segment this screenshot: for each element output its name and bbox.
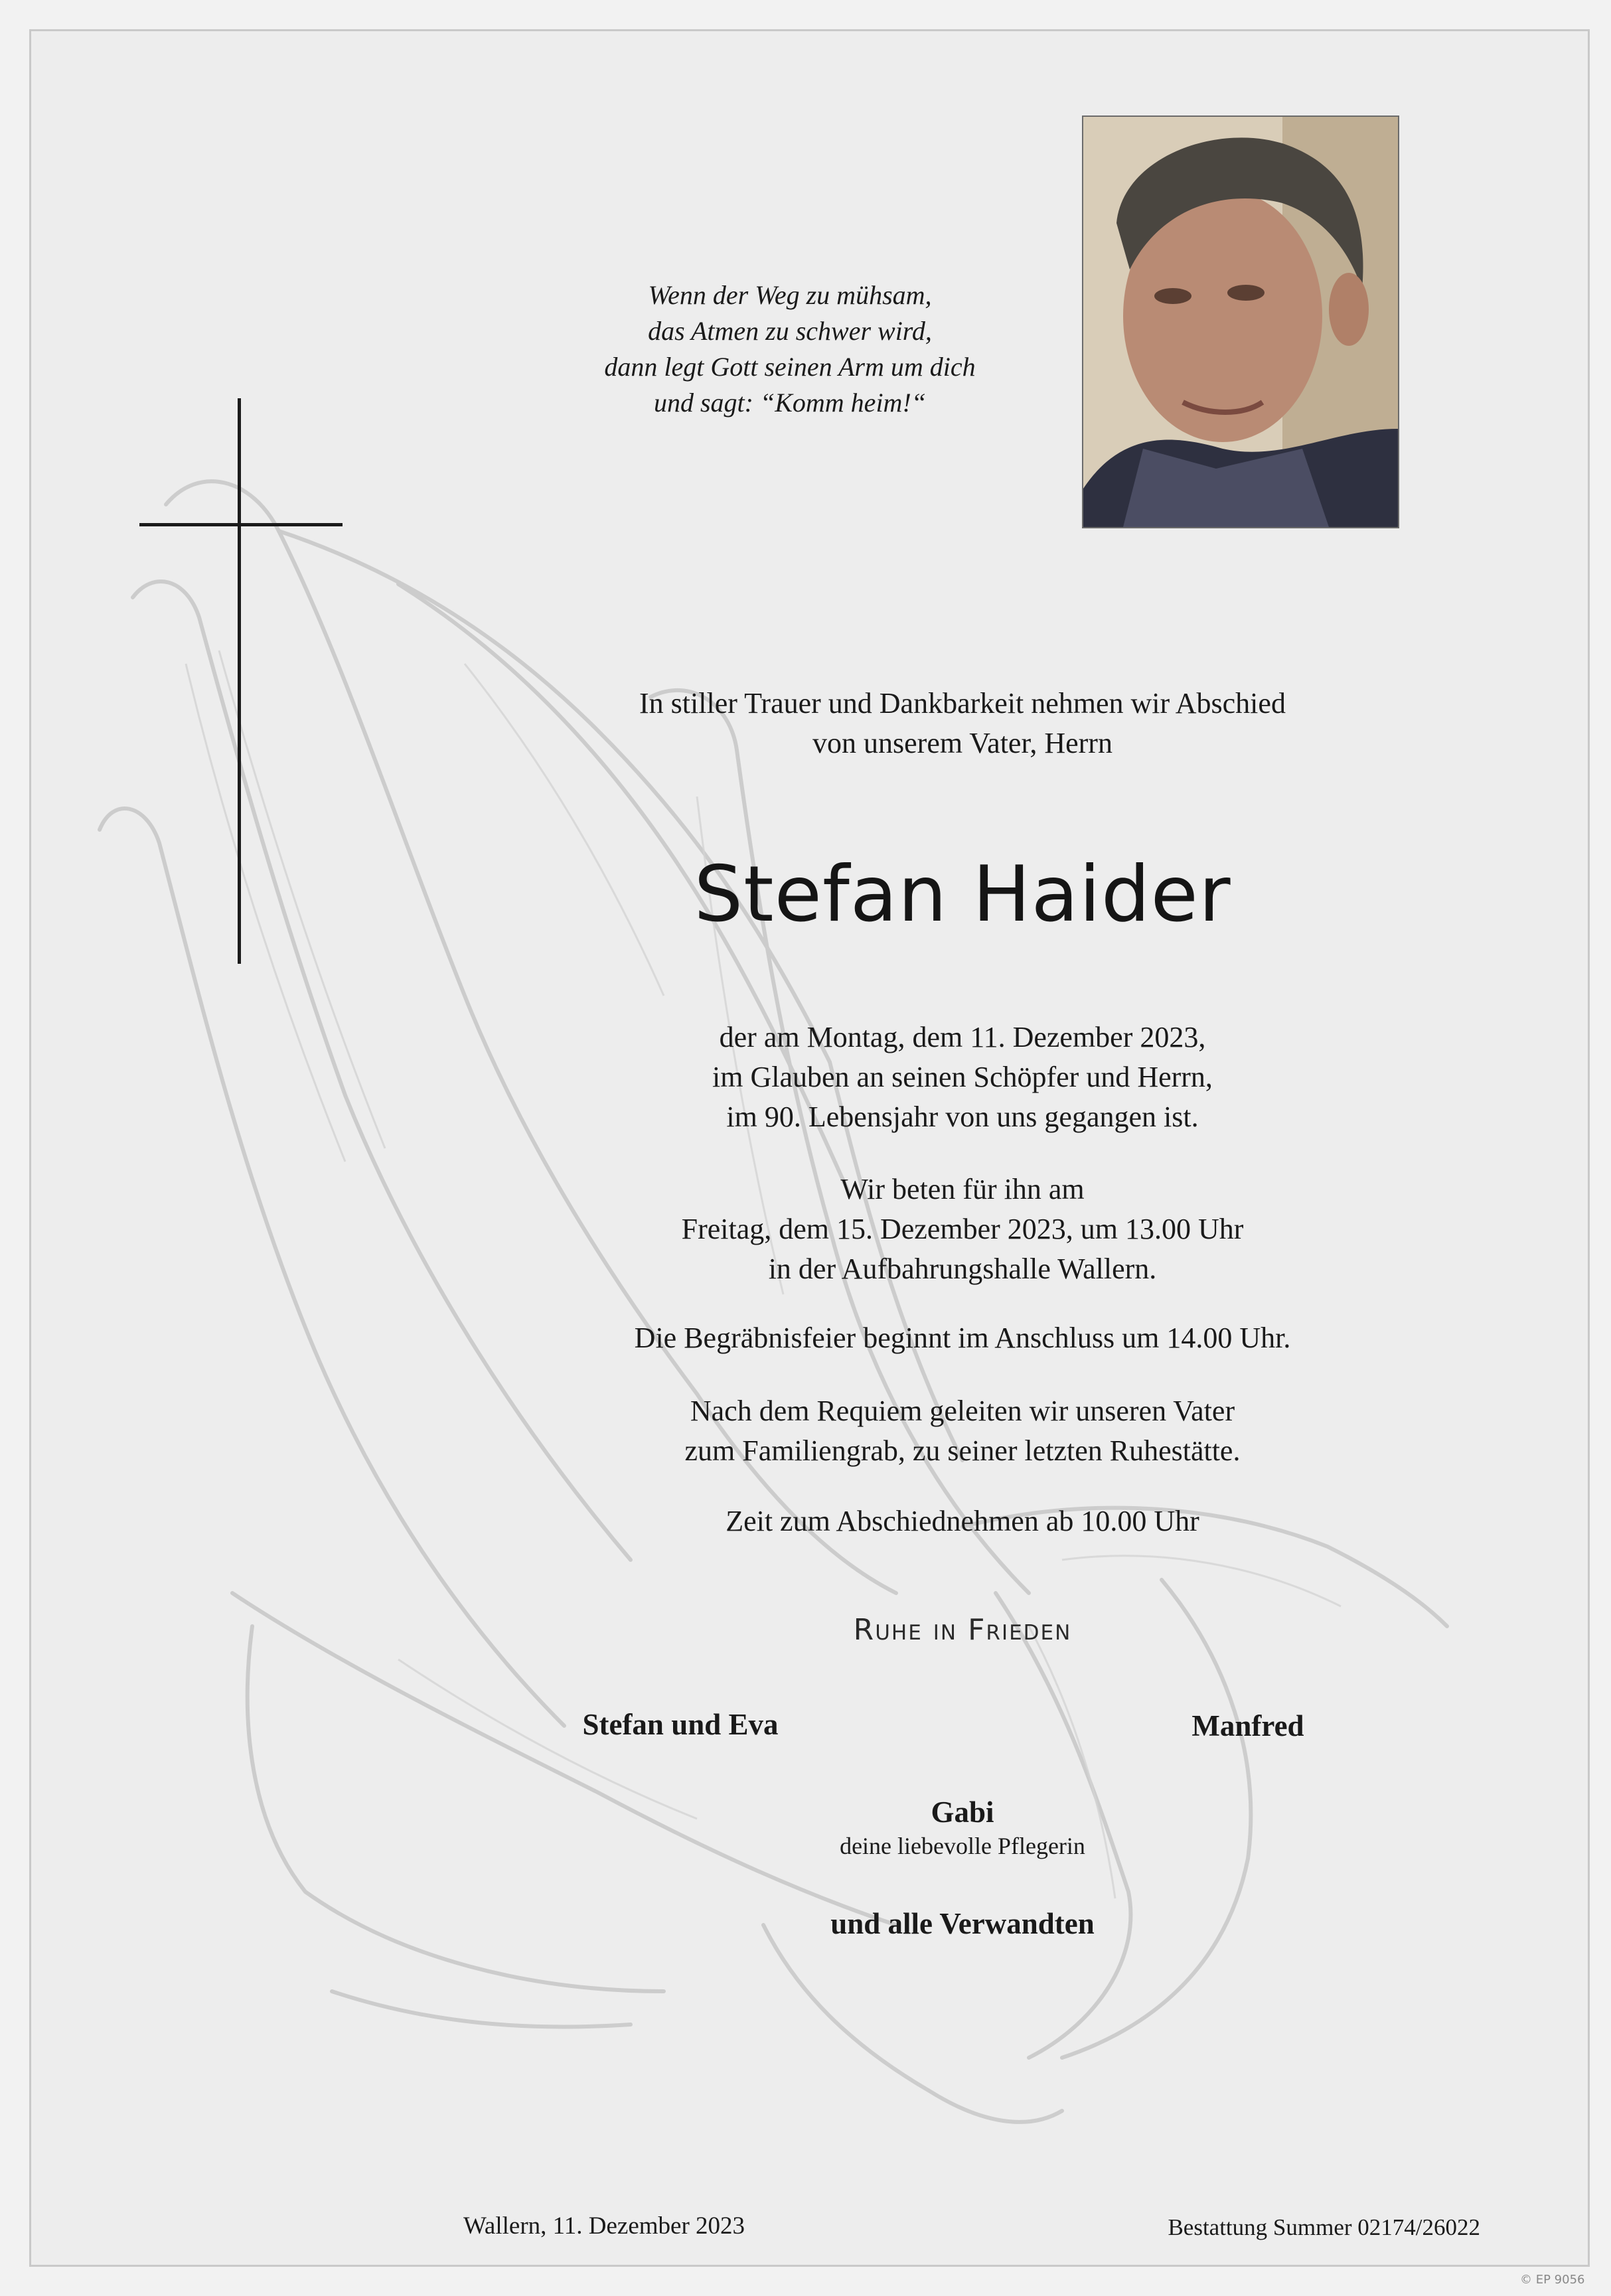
footer-undertaker: Bestattung Summer 02174/26022 (1168, 2214, 1480, 2240)
poem-line: Wenn der Weg zu mühsam, (648, 280, 932, 310)
footer-place-date: Wallern, 11. Dezember 2023 (463, 2212, 745, 2240)
footer-code: © EP 9056 (1520, 2273, 1585, 2287)
latin-cross-icon-bar (139, 523, 343, 526)
prayer-line: in der Aufbahrungshalle Wallern. (768, 1253, 1157, 1285)
farewell-time: Zeit zum Abschiednehmen ab 10.00 Uhr (726, 1505, 1199, 1537)
mourner-center: Gabi (931, 1796, 994, 1829)
poem-line: und sagt: “Komm heim!“ (653, 388, 927, 418)
prayer-line: Freitag, dem 15. Dezember 2023, um 13.00 Uhr (681, 1213, 1244, 1245)
death-notice-line: im 90. Lebensjahr von uns gegangen ist. (726, 1101, 1199, 1133)
mourner-right: Manfred (1191, 1709, 1304, 1742)
mourner-center-role: deine liebevolle Pflegerin (840, 1833, 1085, 1859)
burial-line: zum Familiengrab, zu seiner letzten Ruhestätte. (684, 1434, 1241, 1467)
deceased-name: Stefan Haider (694, 850, 1231, 939)
poem-line: dann legt Gott seinen Arm um dich (604, 352, 976, 382)
prayer-line: Wir beten für ihn am (840, 1173, 1085, 1205)
prayer-notice (531, 1170, 1394, 1289)
burial-line: Nach dem Requiem geleiten wir unseren Vater (690, 1395, 1235, 1427)
death-notice (531, 1018, 1394, 1137)
death-notice-line: im Glauben an seinen Schöpfer und Herrn, (712, 1061, 1213, 1093)
poem-line: das Atmen zu schwer wird, (648, 316, 932, 346)
latin-cross-icon (238, 398, 241, 964)
portrait-photo (1082, 115, 1399, 528)
rip-heading: Ruhe in Frieden (853, 1613, 1072, 1647)
mourner-left: Stefan und Eva (582, 1708, 779, 1741)
mourner-relatives: und alle Verwandten (830, 1907, 1095, 1940)
poem (491, 277, 1089, 421)
burial-notice (531, 1391, 1394, 1471)
intro-line: In stiller Trauer und Dankbarkeit nehmen wir Abschied (639, 687, 1286, 720)
intro-line: von unserem Vater, Herrn (812, 727, 1112, 759)
intro-text (564, 684, 1361, 763)
funeral-notice: Die Begräbnisfeier beginnt im Anschluss um 14.00 Uhr. (634, 1322, 1291, 1354)
death-notice-line: der am Montag, dem 11. Dezember 2023, (719, 1021, 1206, 1053)
